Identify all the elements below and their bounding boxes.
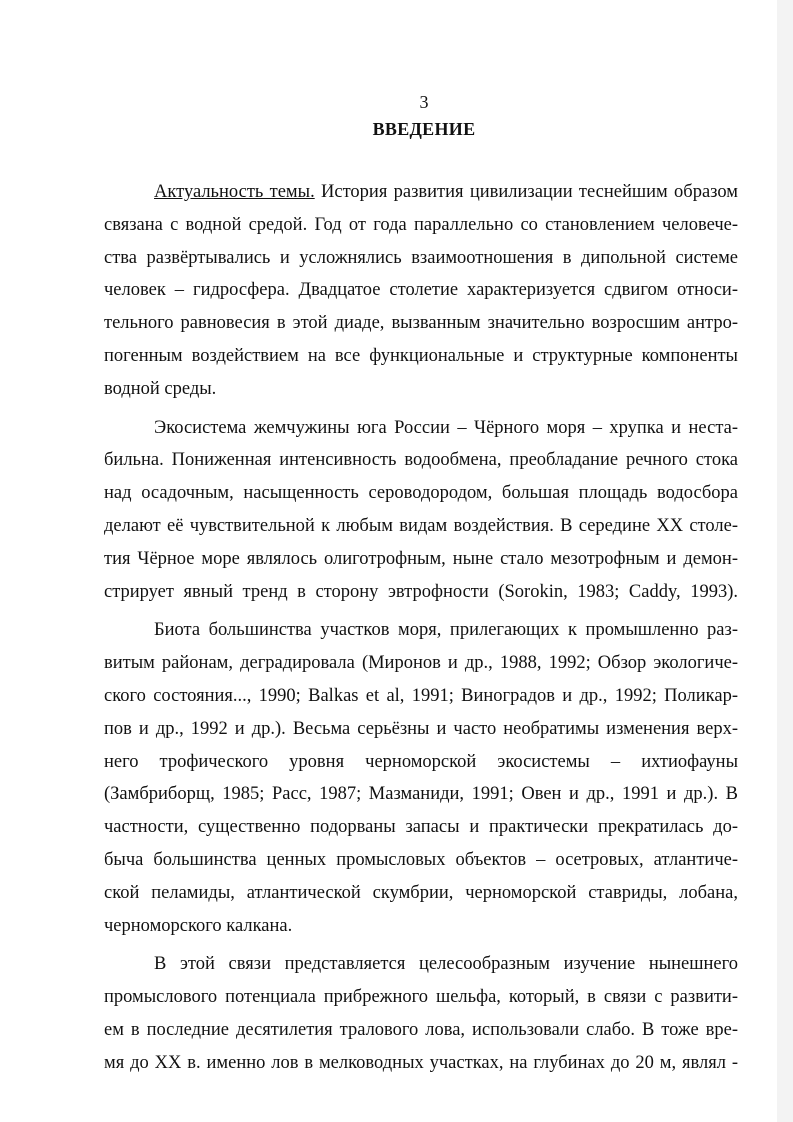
text-line: витым районам, деградировала (Миронов и др., 1988, 1992; Обзор экологиче- [104, 653, 738, 674]
text-line: погенным воздействием на все функциональные и структурные компоненты [104, 345, 738, 366]
text-line: (Замбриборщ, 1985; Расс, 1987; Мазманиди, 1991; Овен и др., 1991 и др.). В [104, 784, 738, 805]
text-line: водной среды. [104, 378, 217, 399]
text-line: над осадочным, насыщенность сероводородом, большая площадь водосбора [104, 483, 738, 504]
text-line: ской пеламиды, атлантической скумбрии, черноморской ставриды, лобана, [104, 882, 738, 903]
text-line: пов и др., 1992 и др.). Весьма серьёзны и часто необратимы изменения верх- [104, 718, 738, 739]
scan-edge-shadow [777, 0, 793, 1122]
text-line: частности, существенно подорваны запасы и практически прекратилась до- [104, 817, 738, 838]
underlined-lead: Актуальность темы. [154, 182, 315, 202]
section-heading: ВВЕДЕНИЕ [372, 119, 476, 139]
text-line: промыслового потенциала прибрежного шельфа, который, в связи с развити- [104, 987, 738, 1008]
text-line: тия Чёрное море являлось олиготрофным, ныне стало мезотрофным и демон- [104, 548, 738, 569]
body-text [104, 176, 738, 1080]
text-line: тельного равновесия в этой диаде, вызванным значительно возросшим антро- [104, 313, 738, 334]
text-line: человек – гидросфера. Двадцатое столетие характеризуется сдвигом относи- [104, 280, 738, 301]
text-line: Экосистема жемчужины юга России – Чёрного моря – хрупка и неста- [154, 417, 738, 438]
text-line-content: История развития цивилизации теснейшим образом [314, 182, 738, 202]
text-line: связана с водной средой. Год от года параллельно со становлением человече- [104, 214, 738, 235]
text-line: ства развёртывались и усложнялись взаимоотношения в дипольной системе [104, 247, 738, 268]
text-line: делают её чувствительной к любым видам воздействия. В середине XX столе- [104, 515, 738, 536]
text-line: быча большинства ценных промысловых объектов – осетровых, атлантиче- [104, 849, 738, 870]
text-line: стрирует явный тренд в сторону эвтрофности (Sorokin, 1983; Caddy, 1993). [104, 581, 738, 602]
text-line: ем в последние десятилетия тралового лова, использовали слабо. В тоже вре- [104, 1019, 738, 1040]
text-line: Биота большинства участков моря, прилегающих к промышленно раз- [154, 620, 738, 641]
text-line [104, 176, 738, 209]
text-line: него трофического уровня черноморской экосистемы – ихтиофауны [104, 751, 738, 772]
text-line: мя до XX в. именно лов в мелководных участках, на глубинах до 20 м, являл - [104, 1052, 738, 1073]
page-number: 3 [419, 92, 429, 112]
text-line: ского состояния..., 1990; Balkas et al, 1991; Виноградов и др., 1992; Поликар- [104, 685, 738, 706]
text-line: бильна. Пониженная интенсивность водообмена, преобладание речного стока [104, 450, 738, 471]
text-line: черноморского калкана. [104, 915, 293, 936]
text-line: В этой связи представляется целесообразным изучение нынешнего [154, 954, 738, 975]
